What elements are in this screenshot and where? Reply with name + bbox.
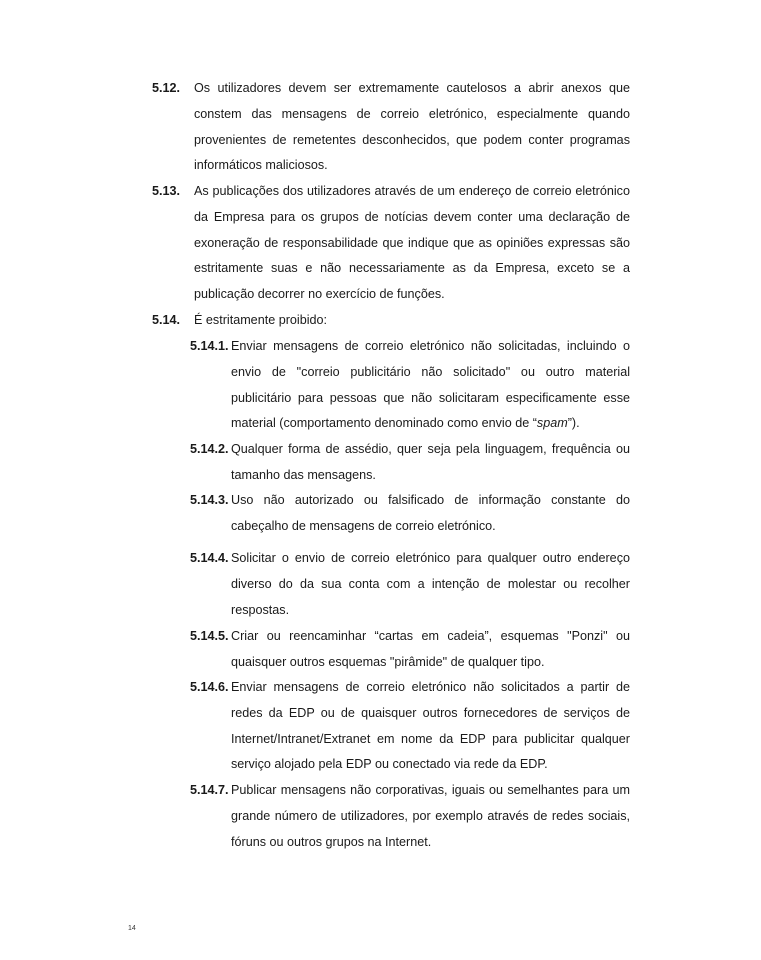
subsection-text-after: ”). — [567, 416, 580, 431]
subsection-5-14-4 — [190, 546, 630, 623]
subsection-text: Solicitar o envio de correio eletrónico para qualquer outro endereço diverso do da sua conta com a intenção de molestar ou recolher respostas. — [231, 551, 630, 617]
page-number: 14 — [128, 925, 136, 932]
section-text: As publicações dos utilizadores através de um endereço de correio eletrónico da Empresa para os grupos de notícias devem conter uma declaração de exoneração de responsabilidade que indique que as opiniões expressas são estritamente suas e não necessariamente as da Empresa, exceto se a publicação decorrer no exercício de funções. — [194, 184, 630, 302]
subsection-number: 5.14.4. — [190, 551, 229, 565]
subsection-text: Criar ou reencaminhar “cartas em cadeia”, esquemas "Ponzi" ou quaisquer outros esquemas "pirâmide" de qualquer tipo. — [231, 629, 630, 669]
subsection-5-14-6 — [190, 675, 630, 778]
subsection-text — [231, 334, 630, 437]
section-5-14 — [152, 308, 630, 334]
spam-italic: spam — [536, 416, 568, 431]
subsection-5-14-2 — [190, 437, 630, 489]
subsection-number: 5.14.2. — [190, 442, 229, 456]
section-5-12 — [152, 76, 630, 179]
section-5-13 — [152, 179, 630, 308]
subsection-5-14-7 — [190, 778, 630, 855]
subsection-5-14-3 — [190, 488, 630, 540]
subsection-text: Uso não autorizado ou falsificado de informação constante do cabeçalho de mensagens de correio eletrónico. — [231, 493, 630, 533]
subsection-5-14-1 — [190, 334, 630, 437]
section-text: É estritamente proibido: — [194, 313, 328, 327]
subsection-5-14-5 — [190, 624, 630, 676]
subsection-text: Publicar mensagens não corporativas, iguais ou semelhantes para um grande número de utilizadores, por exemplo através de redes sociais, fóruns ou outros grupos na Internet. — [231, 783, 630, 849]
subsection-text: Qualquer forma de assédio, quer seja pela linguagem, frequência ou tamanho das mensagens. — [231, 442, 630, 482]
subsection-number: 5.14.5. — [190, 629, 229, 643]
section-number: 5.12. — [152, 81, 181, 95]
subsection-number: 5.14.7. — [190, 783, 229, 797]
section-number: 5.14. — [152, 313, 181, 327]
subsection-number: 5.14.3. — [190, 493, 229, 507]
section-text: Os utilizadores devem ser extremamente cautelosos a abrir anexos que constem das mensagens de correio eletrónico, especialmente quando provenientes de remetentes desconhecidos, que podem conter programas informáticos maliciosos. — [194, 81, 630, 173]
subsection-text: Enviar mensagens de correio eletrónico não solicitados a partir de redes da EDP ou de quaisquer outros fornecedores de serviços de Internet/Intranet/Extranet em nome da EDP para publicitar qualquer serviço alojado pela EDP ou conectado via rede da EDP. — [231, 680, 630, 772]
section-number: 5.13. — [152, 184, 181, 198]
subsection-number: 5.14.1. — [190, 339, 229, 353]
subsection-text-before: Enviar mensagens de correio eletrónico não solicitadas, incluindo o envio de "correio publicitário não solicitado" ou outro material publicitário para pessoas que não solicitaram especificamente esse material (comportamento denominado como envio de “ — [231, 339, 630, 431]
subsection-number: 5.14.6. — [190, 680, 229, 694]
